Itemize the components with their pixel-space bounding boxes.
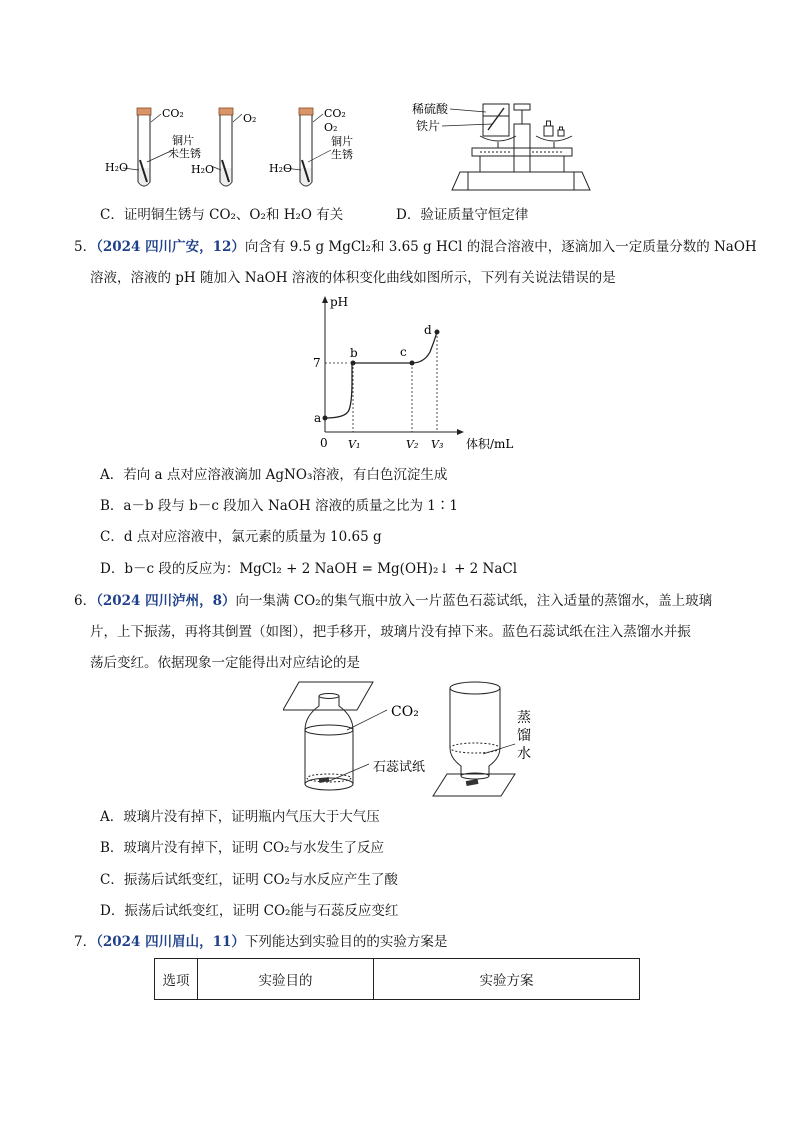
q6-stem-line2: 片，上下振荡，再将其倒置（如图），把手移开，玻璃片没有掉下来。蓝色石蕊试纸在注入蒸馏水并振 [90, 624, 691, 640]
x-tick-v3: V₃ [431, 438, 444, 451]
bottle-gas-label: CO₂ [391, 704, 419, 720]
header-option: 选项 [155, 959, 198, 1000]
q7-source: （2024 四川眉山，11） [96, 934, 245, 950]
q5-number: 5． [74, 239, 97, 255]
tube3-label-b: 生锈 [331, 148, 353, 161]
point-d-label: d [424, 323, 432, 337]
litmus-paper-label: 石蕊试纸 [373, 760, 426, 775]
table-header-row [155, 959, 640, 1000]
header-purpose: 实验目的 [198, 959, 374, 1000]
q6-stem-line1 [74, 592, 712, 610]
balance-label-acid: 稀硫酸 [412, 102, 449, 116]
inverted-bottle [433, 682, 515, 796]
q6-option-c: C．振荡后试纸变红，证明 CO₂与水反应产生了酸 [100, 872, 398, 888]
header-plan: 实验方案 [374, 959, 640, 1000]
tube1-label-a: 铜片 [172, 134, 194, 147]
water-label-3: 水 [517, 746, 531, 762]
q5-stem-line2: 溶液，溶液的 pH 随加入 NaOH 溶液的体积变化曲线如图所示，下列有关说法错误的是 [90, 270, 616, 286]
q4-option-d: D．验证质量守恒定律 [396, 207, 529, 223]
point-a-dot [323, 416, 328, 421]
q5-option-a: A．若向 a 点对应溶液滴加 AgNO₃溶液，有白色沉淀生成 [100, 467, 448, 483]
q5-option-b: B．a－b 段与 b－c 段加入 NaOH 溶液的质量之比为 1∶1 [100, 498, 458, 514]
q7-number: 7． [74, 934, 97, 950]
tube3-water: H₂O [269, 162, 293, 175]
tube3-gas-a: CO₂ [324, 107, 346, 120]
q5-option-d: D．b－c 段的反应为：MgCl₂ + 2 NaOH = Mg(OH)₂↓ + 2 NaCl [100, 561, 518, 577]
tube2-water: H₂O [191, 163, 215, 176]
q6-option-b: B．玻璃片没有掉下，证明 CO₂与水发生了反应 [100, 840, 385, 856]
origin-label: 0 [320, 436, 328, 450]
q5-stem-text1: 向含有 9.5 g MgCl₂和 3.65 g HCl 的混合溶液中，逐滴加入一定质量分数的 NaOH [244, 239, 757, 255]
q7-table [154, 958, 640, 1000]
tube2-gas: O₂ [243, 112, 257, 125]
tube1-label-b: 未生锈 [168, 147, 201, 160]
q5-stem-line1 [74, 238, 757, 256]
y-tick-7: 7 [313, 356, 321, 370]
q6-option-a: A．玻璃片没有掉下，证明瓶内气压大于大气压 [100, 809, 380, 825]
water-label-1: 蒸 [517, 710, 531, 726]
point-b-label: b [350, 346, 358, 360]
y-axis-label: pH [330, 295, 349, 309]
point-d-dot [435, 330, 440, 335]
q6-stem-line3: 荡后变红。依据现象一定能得出对应结论的是 [90, 655, 360, 671]
q6-source: （2024 四川泸州，8） [96, 593, 236, 609]
x-tick-v1: V₁ [348, 438, 361, 451]
point-a-label: a [314, 411, 322, 425]
ph-curve [325, 332, 437, 418]
test-tube-2 [211, 108, 242, 186]
balance-scale [452, 104, 590, 190]
gas-bottle-figure [283, 678, 553, 806]
tube1-gas: CO₂ [162, 107, 184, 120]
balance-label-iron: 铁片 [416, 119, 441, 133]
point-c-label: c [400, 345, 407, 359]
tube3-label-a: 铜片 [331, 135, 353, 148]
tube1-water: H₂O [105, 161, 129, 174]
q5-source: （2024 四川广安，12） [96, 239, 245, 255]
q6-option-d: D．振荡后试纸变红，证明 CO₂能与石蕊反应变红 [100, 903, 399, 919]
q7-stem-text: 下列能达到实验目的的实验方案是 [244, 934, 448, 950]
x-axis-label: 体积/mL [466, 437, 514, 451]
x-tick-v2: V₂ [406, 438, 419, 451]
q4-option-c: C．证明铜生锈与 CO₂、O₂和 H₂O 有关 [100, 207, 344, 223]
point-b-dot [351, 361, 356, 366]
upright-bottle [283, 682, 373, 790]
litmus-paper-2 [466, 779, 479, 786]
test-tubes-figure [95, 100, 375, 200]
water-label-2: 馏 [517, 728, 531, 744]
tube3-gas-b: O₂ [324, 121, 338, 134]
q6-number: 6． [74, 593, 97, 609]
q5-option-c: C．d 点对应溶液中，氯元素的质量为 10.65 g [100, 529, 382, 545]
ph-curve-graph [300, 292, 520, 457]
point-c-dot [410, 361, 415, 366]
q7-stem [74, 933, 447, 951]
q6-stem-text1: 向一集满 CO₂的集气瓶中放入一片蓝色石蕊试纸，注入适量的蒸馏水，盖上玻璃 [235, 593, 713, 609]
balance-figure [410, 96, 600, 198]
